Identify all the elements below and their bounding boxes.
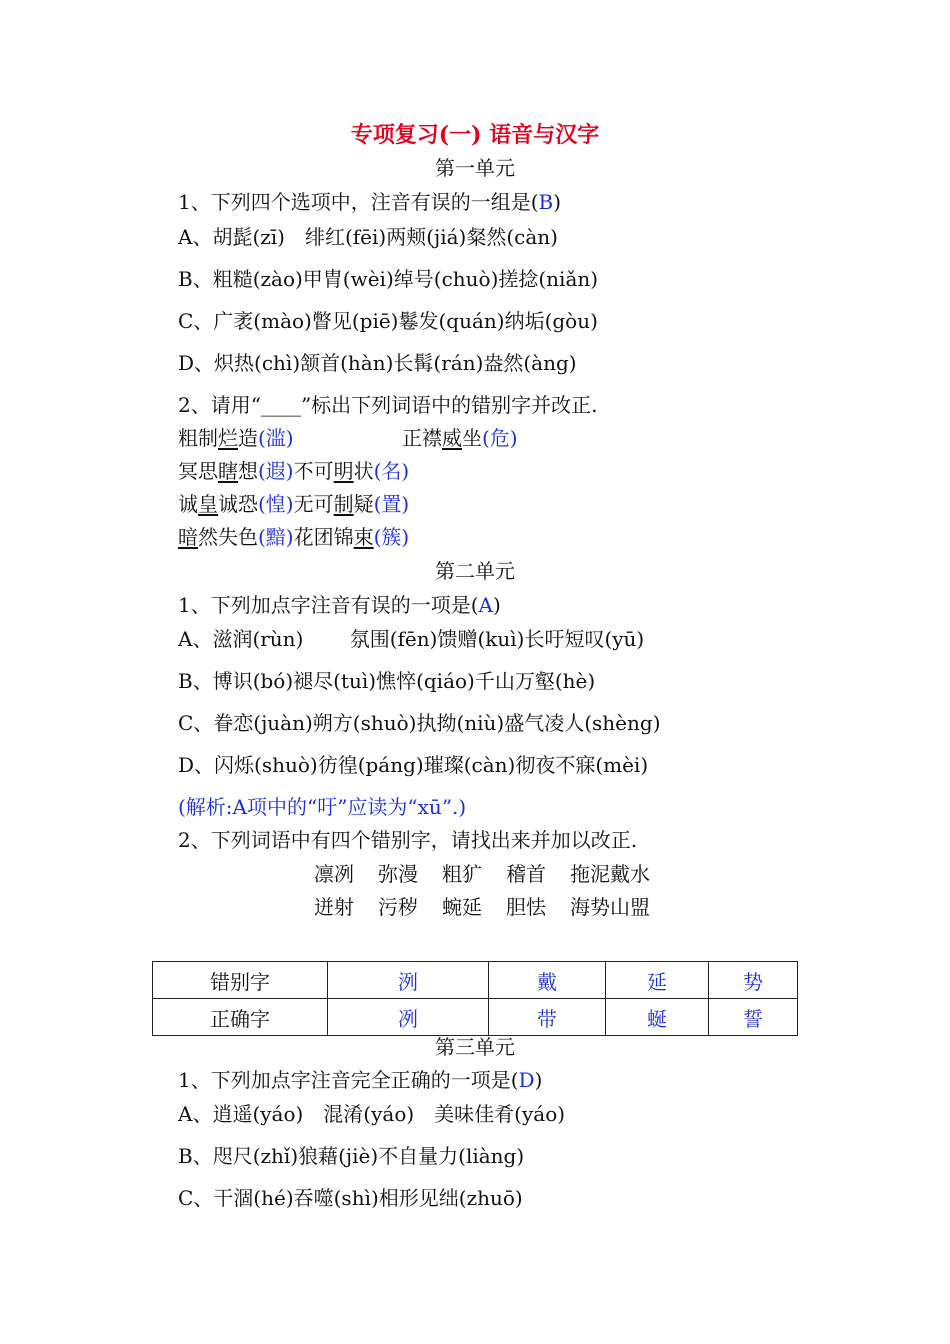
unit1-q1-option-c: C、广袤(mào)瞥见(piē)鬈发(quán)纳垢(gòu) xyxy=(178,309,598,333)
word: 拖泥戴水 xyxy=(570,862,650,886)
unit2-q1-option-c: C、眷恋(juàn)朔方(shuò)执拗(niù)盛气凌人(shèng) xyxy=(178,711,661,735)
unit1-q2-stem: 2、请用“____”标出下列词语中的错别字并改正. xyxy=(178,393,598,417)
unit2-q1-answer: A xyxy=(478,593,493,617)
unit3-q1-option-b: B、咫尺(zhǐ)狼藉(jiè)不自量力(liàng) xyxy=(178,1144,525,1168)
table-row-label: 错别字 xyxy=(153,962,328,999)
unit3-q1-answer: D xyxy=(518,1068,535,1092)
word: 粗犷 xyxy=(442,862,482,886)
unit1-q1-answer: B xyxy=(538,190,554,214)
unit3-q1-stem: 1、下列加点字注音完全正确的一项是(D) xyxy=(178,1068,543,1092)
table-cell: 带 xyxy=(489,999,606,1036)
unit1-q2-row3: 诚皇诚恐(惶)无可制疑(置) xyxy=(178,492,410,516)
table-row xyxy=(153,999,798,1036)
word: 胆怯 xyxy=(506,895,546,919)
word: 稽首 xyxy=(506,862,546,886)
word: 污秽 xyxy=(378,895,418,919)
unit2-q1-analysis: (解析:A项中的“吁”应读为“xū”.) xyxy=(178,795,467,819)
unit1-q1-option-b: B、粗糙(zào)甲胄(wèi)绰号(chuò)搓捻(niǎn) xyxy=(178,267,599,291)
unit2-q1-option-d: D、闪烁(shuò)彷徨(páng)璀璨(càn)彻夜不寐(mèi) xyxy=(178,753,649,777)
unit1-q2-row1a: 粗制烂造(滥) xyxy=(178,426,294,450)
table-cell: 戴 xyxy=(489,962,606,999)
table-cell: 誓 xyxy=(709,999,798,1036)
table-cell: 洌 xyxy=(328,962,489,999)
unit2-q1-stem: 1、下列加点字注音有误的一项是(A) xyxy=(178,593,501,617)
table-row xyxy=(153,962,798,999)
unit2-heading: 第二单元 xyxy=(435,559,515,583)
unit1-q2-row4: 暗然失色(黯)花团锦束(簇) xyxy=(178,525,410,549)
table-cell: 势 xyxy=(709,962,798,999)
unit1-q2-row2: 冥思瞎想(遐)不可明状(名) xyxy=(178,459,410,483)
unit2-q2-words-row2 xyxy=(314,894,674,920)
word: 弥漫 xyxy=(378,862,418,886)
word: 凛冽 xyxy=(314,862,354,886)
word: 蜿延 xyxy=(442,895,482,919)
unit1-q2-row1b: 正襟威坐(危) xyxy=(402,426,518,450)
unit2-q1-option-b: B、博识(bó)褪尽(tuì)憔悴(qiáo)千山万壑(hè) xyxy=(178,669,596,693)
word: 迸射 xyxy=(314,895,354,919)
unit2-q1-option-a: A、滋润(rùn) 氛围(fēn)馈赠(kuì)长吁短叹(yū) xyxy=(178,627,645,651)
correction-table xyxy=(152,961,798,1036)
unit1-q1-option-d: D、炽热(chì)颔首(hàn)长髯(rán)盎然(àng) xyxy=(178,351,577,375)
unit2-q2-stem: 2、下列词语中有四个错别字，请找出来并加以改正. xyxy=(178,828,638,852)
unit3-heading: 第三单元 xyxy=(435,1035,515,1059)
table-cell: 冽 xyxy=(328,999,489,1036)
table-row-label: 正确字 xyxy=(153,999,328,1036)
unit2-q2-words-row1 xyxy=(314,861,674,887)
page-title: 专项复习(一) 语音与汉字 xyxy=(350,122,600,148)
table-cell: 蜒 xyxy=(606,999,709,1036)
table-cell: 延 xyxy=(606,962,709,999)
word: 海势山盟 xyxy=(570,895,650,919)
unit1-q1-option-a: A、胡髭(zī) 绯红(fēi)两颊(jiá)粲然(càn) xyxy=(178,225,558,249)
unit1-heading: 第一单元 xyxy=(435,156,515,180)
unit1-q1-stem: 1、下列四个选项中，注音有误的一组是(B) xyxy=(178,190,562,214)
unit3-q1-option-c: C、干涸(hé)吞噬(shì)相形见绌(zhuō) xyxy=(178,1186,523,1210)
unit3-q1-option-a: A、逍遥(yáo) 混淆(yáo) 美味佳肴(yáo) xyxy=(178,1102,566,1126)
